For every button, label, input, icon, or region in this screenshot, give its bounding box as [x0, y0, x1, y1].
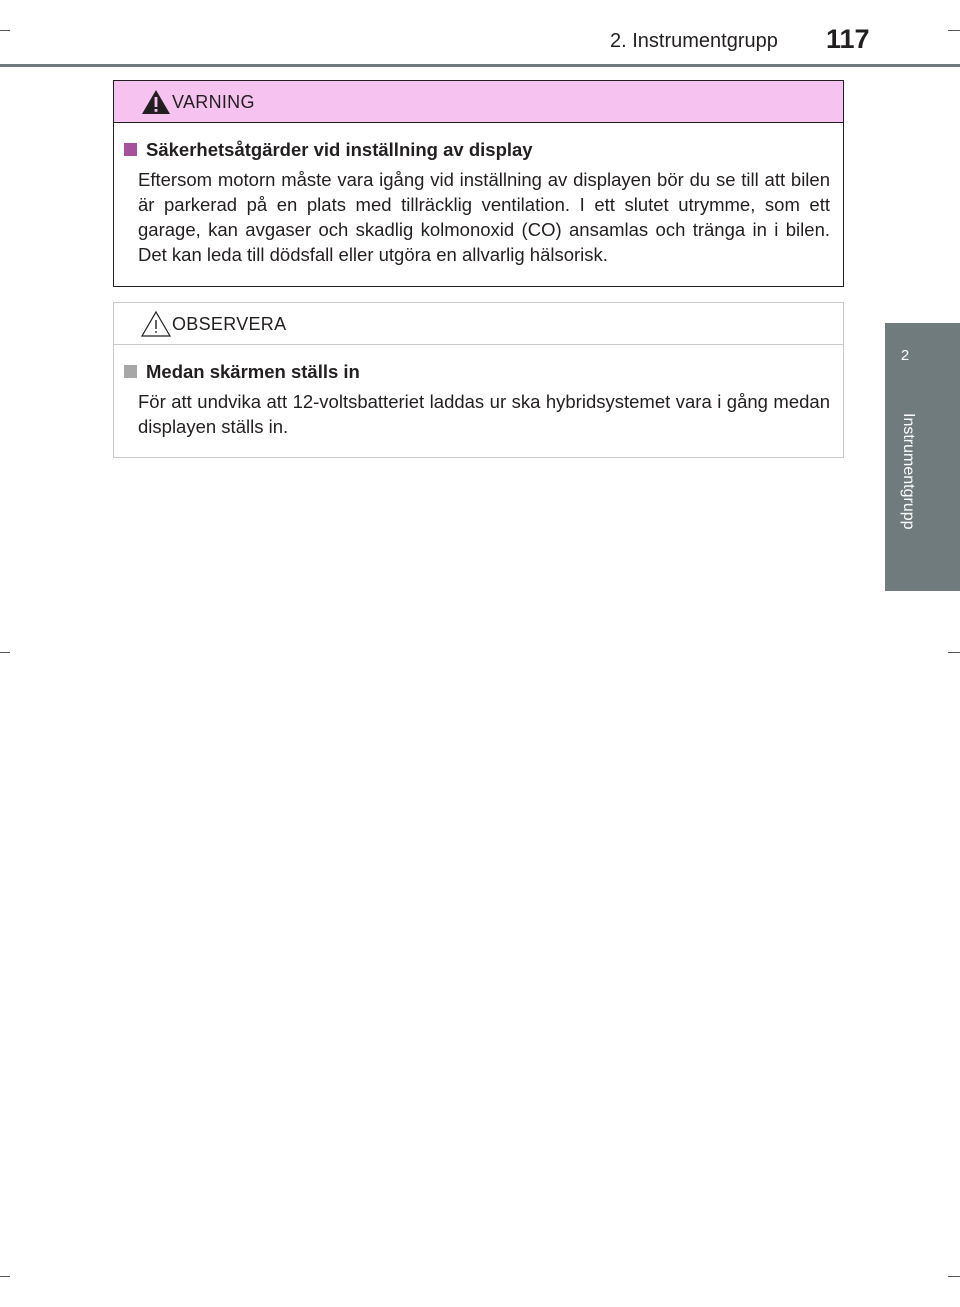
chapter-number: 2: [900, 347, 910, 364]
warning-triangle-icon: [140, 87, 172, 117]
notice-label: OBSERVERA: [172, 314, 287, 334]
notice-header: [114, 303, 843, 345]
crop-mark: [0, 30, 10, 31]
crop-mark: [948, 30, 960, 31]
warning-header: [114, 81, 843, 123]
bullet-square-icon: [124, 365, 137, 378]
warning-label: VARNING: [172, 92, 255, 112]
chapter-tab: [885, 323, 960, 591]
warning-item-title-row: [124, 139, 533, 161]
section-title: 2. Instrumentgrupp: [610, 30, 778, 52]
page-number: 117: [826, 24, 870, 54]
crop-mark: [0, 652, 10, 653]
caution-triangle-icon: [140, 309, 172, 339]
header-divider: [0, 64, 960, 67]
notice-item-text: För att undvika att 12-voltsbatteriet laddas ur ska hybridsystemet vara i gång medan displayen ställs in.: [138, 391, 830, 437]
crop-mark: [0, 1276, 10, 1277]
notice-item-title-row: [124, 361, 360, 383]
bullet-square-icon: [124, 143, 137, 156]
notice-item-title: Medan skärmen ställs in: [146, 361, 360, 382]
notice-box: [113, 302, 844, 458]
crop-mark: [948, 652, 960, 653]
warning-item-title: Säkerhetsåtgärder vid inställning av display: [146, 139, 533, 160]
chapter-label: Instrumentgrupp: [900, 413, 917, 530]
crop-mark: [948, 1276, 960, 1277]
warning-box: [113, 80, 844, 287]
warning-item-text: Eftersom motorn måste vara igång vid inställning av displayen bör du se till att bilen är parkerad på en plats med tillräcklig ventilation. I ett slutet utrymme, som ett garage, kan avgaser och skadlig kolmonoxid (CO) ansamlas och tränga in i bilen. Det kan leda till dödsfall eller utgöra en allvarlig hälsorisk.: [138, 169, 830, 265]
